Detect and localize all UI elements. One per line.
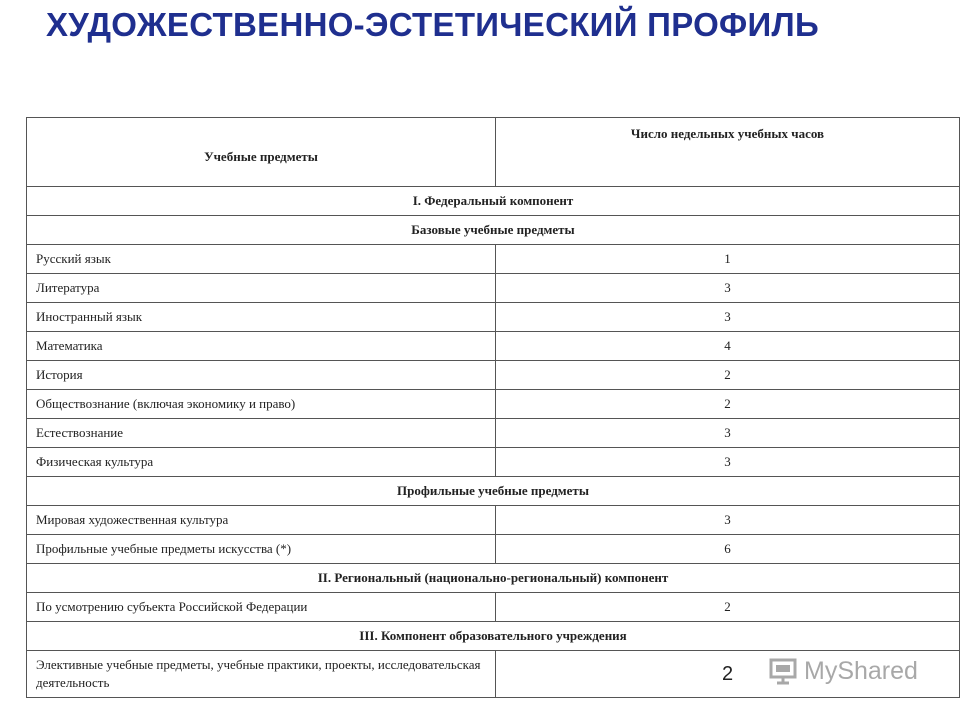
watermark-text: MyShared [804,656,918,685]
hours-cell: 1 [496,245,960,274]
table-row [27,593,960,622]
subject-cell: Литература [27,274,496,303]
curriculum-table [26,117,960,698]
presentation-icon [768,656,798,686]
hours-cell: 2 [496,593,960,622]
subject-cell: Русский язык [27,245,496,274]
table-row [27,245,960,274]
table-row [27,535,960,564]
section-row-regional [27,564,960,593]
hours-cell: 3 [496,303,960,332]
table-row [27,274,960,303]
section-profile-label: Профильные учебные предметы [27,477,960,506]
table-row [27,419,960,448]
table-header-row [27,118,960,187]
table-row [27,506,960,535]
watermark [768,656,918,686]
section-row-federal [27,187,960,216]
hours-cell: 2 [496,361,960,390]
hours-cell: 2 [496,651,960,698]
hours-cell: 4 [496,332,960,361]
section-federal-label: I. Федеральный компонент [27,187,960,216]
subject-cell: Физическая культура [27,448,496,477]
header-subjects: Учебные предметы [27,118,496,187]
hours-cell: 3 [496,506,960,535]
hours-cell: 3 [496,419,960,448]
subject-cell: Естествознание [27,419,496,448]
section-row-profile [27,477,960,506]
subject-cell: По усмотрению субъекта Российской Федерации [27,593,496,622]
table-row [27,332,960,361]
section-basic-label: Базовые учебные предметы [27,216,960,245]
section-row-basic [27,216,960,245]
subject-cell: Обществознание (включая экономику и право) [27,390,496,419]
section-school-label: III. Компонент образовательного учреждения [27,622,960,651]
subject-cell: История [27,361,496,390]
subject-cell: Профильные учебные предметы искусства (*) [27,535,496,564]
section-row-school [27,622,960,651]
subject-cell: Мировая художественная культура [27,506,496,535]
hours-cell: 3 [496,448,960,477]
table-row [27,361,960,390]
hours-cell: 3 [496,274,960,303]
header-hours: Число недельных учебных часов [496,118,960,187]
page-title: ХУДОЖЕСТВЕННО-ЭСТЕТИЧЕСКИЙ ПРОФИЛЬ [46,6,820,43]
subject-cell: Математика [27,332,496,361]
table-row [27,303,960,332]
hours-cell: 6 [496,535,960,564]
table-row [27,390,960,419]
section-regional-label: II. Региональный (национально-региональный) компонент [27,564,960,593]
hours-cell: 2 [496,390,960,419]
subject-cell: Иностранный язык [27,303,496,332]
table-row [27,448,960,477]
subject-cell: Элективные учебные предметы, учебные практики, проекты, исследовательская деятельность [27,651,496,698]
